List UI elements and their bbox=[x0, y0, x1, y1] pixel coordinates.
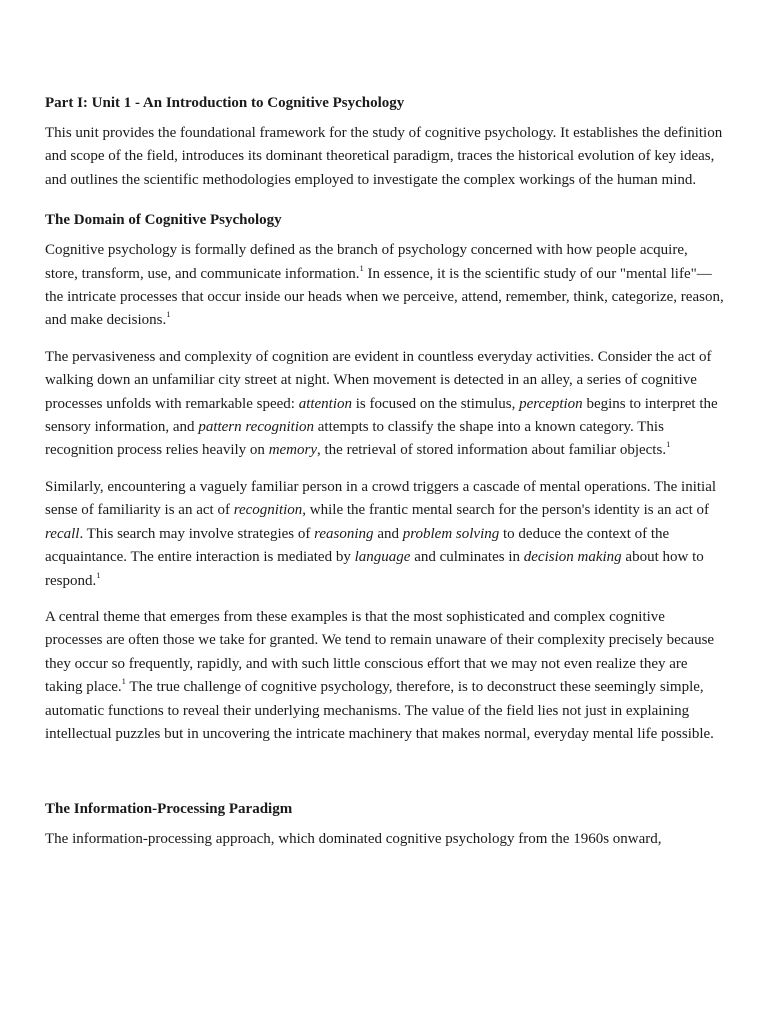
term-perception: perception bbox=[519, 395, 583, 412]
info-processing-paragraph-1: The information-processing approach, which dominated cognitive psychology from the 1960s onward, bbox=[45, 831, 662, 848]
domain-paragraph-3: Similarly, encountering a vaguely familiar person in a crowd triggers a cascade of mental operations. The initial sense of familiarity is an act of recognition, while the frantic mental search for the person's identity is an act of recall. This search may involve strategies of reasoning and problem solving to deduce the context of the acquaintance. The entire interaction is mediated by language and culminates in decision making about how to respond.$^1$ bbox=[45, 478, 717, 589]
footnote-ref[interactable]: 1 bbox=[166, 309, 171, 320]
section-heading-information-processing: The Information-Processing Paradigm bbox=[45, 801, 293, 818]
footnote-ref[interactable]: 1 bbox=[359, 262, 364, 273]
footnote-ref[interactable]: 1 bbox=[96, 569, 101, 580]
term-recall: recall bbox=[45, 525, 80, 542]
term-memory: memory bbox=[268, 442, 318, 459]
term-decision-making: decision making bbox=[523, 549, 622, 566]
intro-paragraph: This unit provides the foundational framework for the study of cognitive psychology. It establishes the definition and scope of the field, introduces its dominant theoretical paradigm, traces the historical evolution of key ideas, and outlines the scientific methodologies employed to investigate the complex workings of the human mind. bbox=[45, 125, 723, 188]
term-pattern-recognition: pattern recognition bbox=[198, 419, 314, 436]
term-problem-solving: problem solving bbox=[402, 525, 500, 542]
term-recognition: recognition bbox=[233, 502, 303, 519]
term-language: language bbox=[354, 549, 411, 566]
term-attention: attention bbox=[298, 395, 353, 412]
term-reasoning: reasoning bbox=[314, 525, 374, 542]
domain-paragraph-1: Cognitive psychology is formally defined as the branch of psychology concerned with how people acquire, store, transform, use, and communicate information.$^1$ In essence, it is the scientific study of our "mental life"—the intricate processes that occur inside our heads when we perceive, attend, remember, think, categorize, reason, and make decisions.$^1$ bbox=[45, 242, 724, 329]
footnote-ref[interactable]: 1 bbox=[666, 439, 671, 450]
domain-paragraph-2: The pervasiveness and complexity of cognition are evident in countless everyday activities. Consider the act of walking down an unfamiliar city street at night. When movement is detected in an alley, a series of cognitive processes unfolds with remarkable speed: attention is focused on the stimulus, perception begins to interpret the sensory information, and pattern recognition attempts to classify the shape into a known category. This recognition process relies heavily on memory, the retrieval of stored information about familiar objects.$^1$ bbox=[45, 348, 718, 459]
section-heading-domain: The Domain of Cognitive Psychology bbox=[45, 212, 282, 229]
domain-paragraph-4: A central theme that emerges from these examples is that the most sophisticated and complex cognitive processes are often those we take for granted. We tend to remain unaware of their complexity precisely because they occur so frequently, rapidly, and with such little conscious effort that we may not even realize they are taking place.$^1$ The true challenge of cognitive psychology, therefore, is to deconstruct these seemingly simple, automatic functions to reveal their underlying mechanisms. The value of the field lies not just in explaining intellectual puzzles but in uncovering the intricate machinery that makes normal, everyday mental life possible. bbox=[45, 608, 715, 742]
unit-title: Part I: Unit 1 - An Introduction to Cognitive Psychology bbox=[45, 95, 405, 111]
footnote-ref[interactable]: 1 bbox=[121, 676, 126, 687]
